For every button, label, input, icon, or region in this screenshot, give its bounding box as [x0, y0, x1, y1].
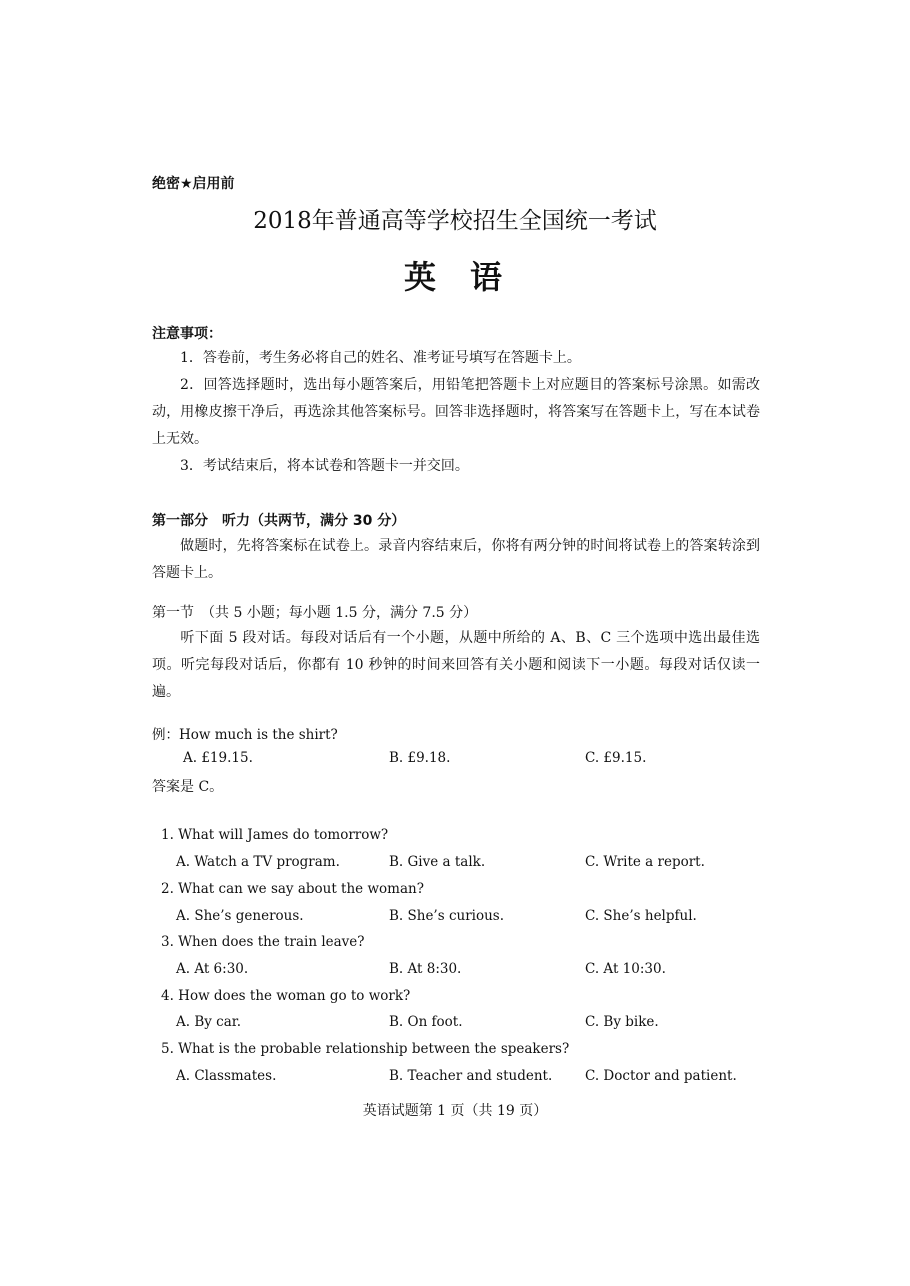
question-3-stem: 3. When does the train leave? [161, 934, 365, 950]
notice-item: 1．答卷前，考生务必将自己的姓名、准考证号填写在答题卡上。 [180, 350, 581, 366]
question-5-option-b: B. Teacher and student. [389, 1068, 553, 1084]
question-1-option-c: C. Write a report. [585, 854, 705, 870]
example-stem: 例：How much is the shirt? [152, 727, 338, 743]
question-4-option-a: A. By car. [176, 1014, 242, 1030]
question-2-option-a: A. She’s generous. [176, 908, 304, 924]
section1-title: 第一节 （共 5 小题；每小题 1.5 分，满分 7.5 分） [152, 605, 478, 621]
question-1-option-a: A. Watch a TV program. [176, 854, 340, 870]
part1-title: 第一部分 听力（共两节，满分 30 分） [152, 513, 406, 529]
question-4-option-b: B. On foot. [389, 1014, 463, 1030]
question-1-stem: 1. What will James do tomorrow? [161, 827, 389, 843]
question-5-stem: 5. What is the probable relationship between the speakers? [161, 1041, 570, 1057]
question-1-option-b: B. Give a talk. [389, 854, 486, 870]
question-3-option-b: B. At 8:30. [389, 961, 462, 977]
question-5-option-c: C. Doctor and patient. [585, 1068, 737, 1084]
notice-item: 2．回答选择题时，选出每小题答案后，用铅笔把答题卡上对应题目的答案标号涂黑。如需改动，用橡皮擦干净后，再选涂其他答案标号。回答非选择题时，将答案写在答题卡上，写在本试卷上无效。 [152, 377, 760, 447]
question-4-option-c: C. By bike. [585, 1014, 659, 1030]
question-2-option-b: B. She’s curious. [389, 908, 505, 924]
question-3-option-a: A. At 6:30. [176, 961, 249, 977]
notice-item: 3．考试结束后，将本试卷和答题卡一并交回。 [180, 458, 469, 474]
confidential-label: 绝密★启用前 [152, 176, 235, 192]
page-footer: 英语试题第 1 页（共 19 页） [362, 1103, 548, 1119]
part1-instructions: 做题时，先将答案标在试卷上。录音内容结束后，你将有两分钟的时间将试卷上的答案转涂到答题卡上。 [152, 538, 760, 581]
question-2-stem: 2. What can we say about the woman? [161, 881, 424, 897]
example-option-a: A. £19.15. [183, 750, 253, 766]
question-3-option-c: C. At 10:30. [585, 961, 666, 977]
subject-title: 英语 [403, 258, 536, 296]
question-5-option-a: A. Classmates. [176, 1068, 277, 1084]
example-option-c: C. £9.15. [585, 750, 647, 766]
example-answer: 答案是 C。 [152, 779, 224, 795]
question-4-stem: 4. How does the woman go to work? [161, 988, 411, 1004]
question-2-option-c: C. She’s helpful. [585, 908, 697, 924]
example-option-b: B. £9.18. [389, 750, 451, 766]
section1-instructions: 听下面 5 段对话。每段对话后有一个小题，从题中所给的 A、B、C 三个选项中选出最佳选项。听完每段对话后，你都有 10 秒钟的时间来回答有关小题和阅读下一小题。每段对话仅读一遍。 [152, 630, 760, 700]
exam-title: 2018年普通高等学校招生全国统一考试 [253, 208, 657, 234]
notice-title: 注意事项： [152, 326, 222, 342]
